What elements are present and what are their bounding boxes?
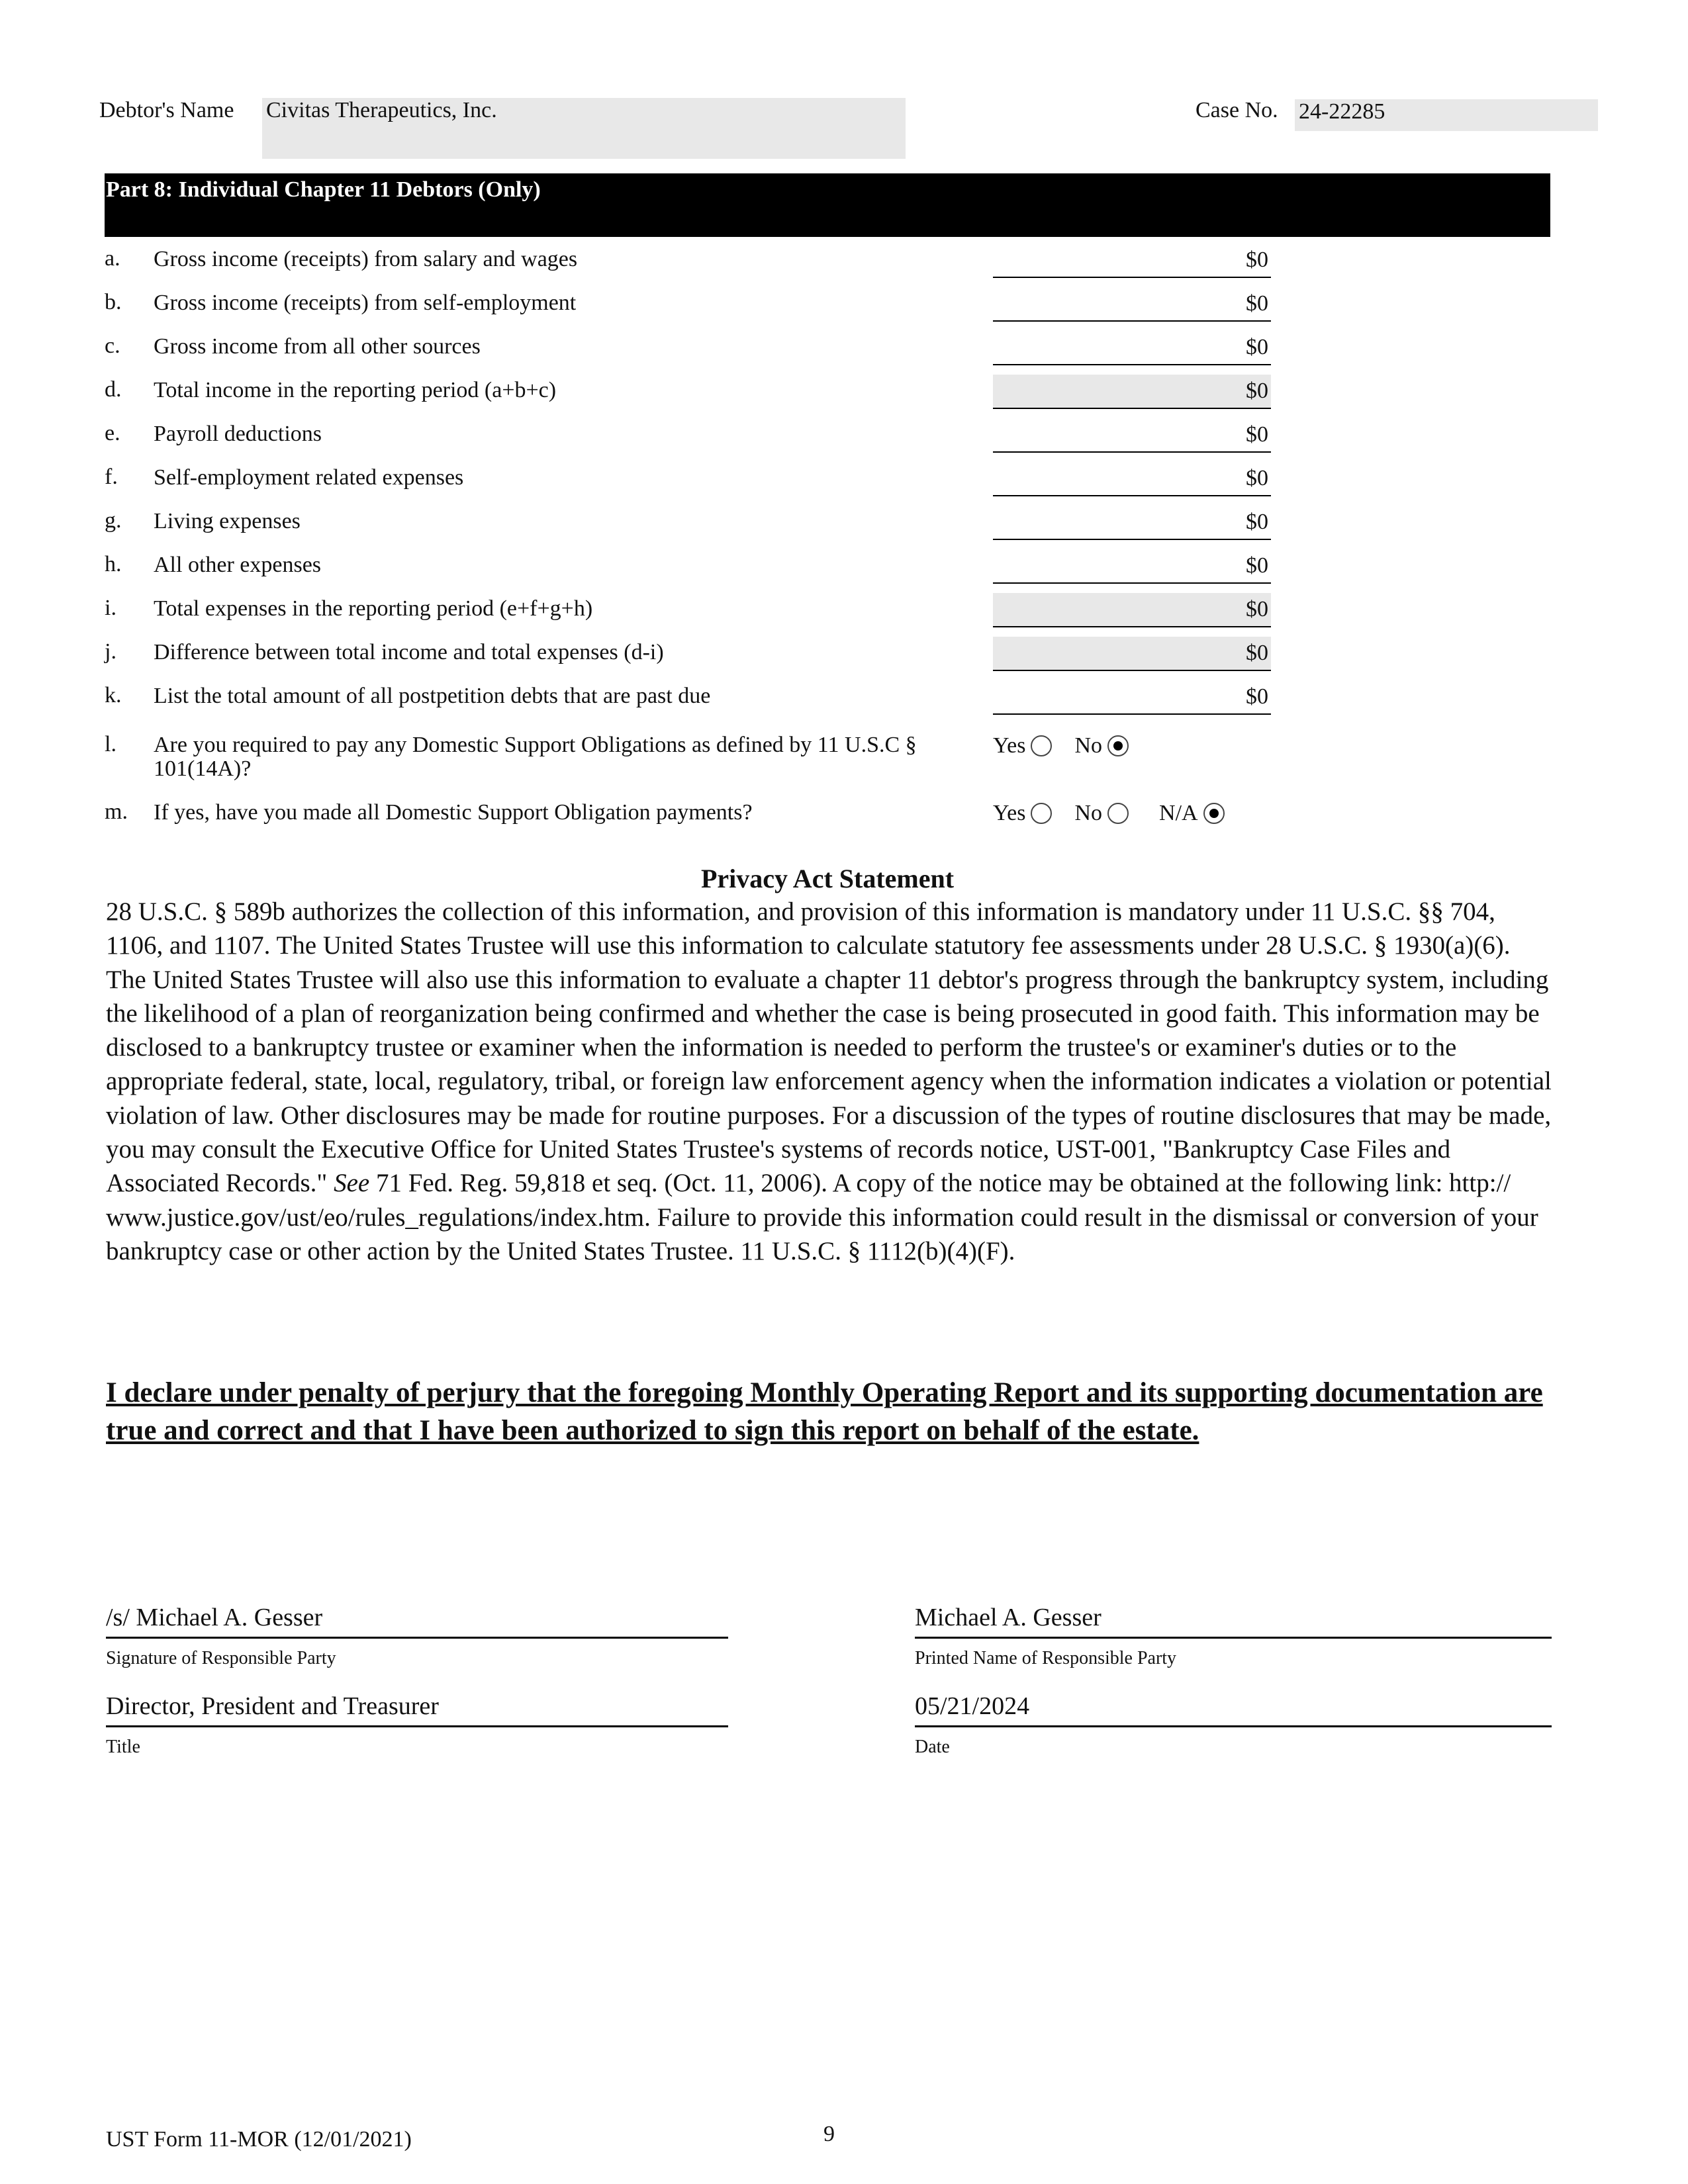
row-d-letter: d. <box>105 377 122 402</box>
printed-name-caption: Printed Name of Responsible Party <box>915 1648 1177 1668</box>
row-k-value[interactable] <box>993 680 1271 715</box>
question-m-options <box>993 801 1247 826</box>
row-h-amount: $0 <box>1246 553 1268 578</box>
title-field[interactable] <box>106 1692 728 1727</box>
question-m-yes-radio[interactable] <box>1031 803 1052 824</box>
date-field[interactable] <box>915 1692 1552 1727</box>
row-a-value[interactable] <box>993 244 1271 278</box>
row-f-letter: f. <box>105 465 118 489</box>
row-k-amount: $0 <box>1246 684 1268 709</box>
page-number: 9 <box>823 2122 835 2146</box>
row-e-amount: $0 <box>1246 422 1268 447</box>
row-j-label: Difference between total income and total expenses (d-i) <box>154 640 664 664</box>
printed-name-field[interactable] <box>915 1603 1552 1639</box>
row-j-amount: $0 <box>1246 641 1268 665</box>
title-caption: Title <box>106 1737 140 1757</box>
row-d-label: Total income in the reporting period (a+b+c) <box>154 378 557 402</box>
row-b-letter: b. <box>105 290 122 314</box>
question-m-letter: m. <box>105 799 128 824</box>
row-j-letter: j. <box>105 639 117 664</box>
debtor-name-field[interactable] <box>262 98 906 159</box>
row-d-amount: $0 <box>1246 379 1268 403</box>
row-g-label: Living expenses <box>154 509 301 533</box>
question-m-no-label: No <box>1074 801 1103 825</box>
question-m-na-label: N/A <box>1159 801 1198 825</box>
question-m-na-radio[interactable] <box>1203 803 1225 824</box>
row-a-letter: a. <box>105 246 120 271</box>
question-l-yes-radio[interactable] <box>1031 735 1052 756</box>
debtor-name-label: Debtor's Name <box>99 98 234 122</box>
row-c-letter: c. <box>105 334 120 358</box>
date-value: 05/21/2024 <box>915 1692 1030 1720</box>
question-l-label: Are you required to pay any Domestic Support Obligations as defined by 11 U.S.C § 101(14A)? <box>154 733 917 781</box>
row-c-value[interactable] <box>993 331 1271 365</box>
row-f-label: Self-employment related expenses <box>154 465 464 490</box>
row-i-letter: i. <box>105 596 117 620</box>
row-i-value <box>993 593 1271 627</box>
row-h-letter: h. <box>105 552 122 576</box>
privacy-act-text-1: 28 U.S.C. § 589b authorizes the collection of this information, and provision of this information is mandatory under 11 U.S.C. §§ 704, 1106, and 1107. The United States Trustee will use this information to calculate statutory fee assessments under 28 U.S.C. § 1930(a)(6). The United States Trustee will also use this information to evaluate a chapter 11 debtor's progress through the bankruptcy system, including the likelihood of a plan of reorganization being confirmed and whether the case is being prosecuted in good faith. This information may be disclosed to a bankruptcy trustee or examiner when the information is needed to perform the trustee's or examiner's duties or to the appropriate federal, state, local, regulatory, tribal, or foreign law enforcement agency when the information indicates a violation or potential violation of law. Other disclosures may be made for routine purposes. For a discussion of the types of routine disclosures that may be made, you may consult the Executive Office for United States Trustee's systems of records notice, UST-001, "Bankruptcy Case Files and Associated Records." <box>106 897 1552 1198</box>
question-l-options <box>993 733 1151 758</box>
case-number-value: 24-22285 <box>1299 99 1385 124</box>
row-c-label: Gross income from all other sources <box>154 334 481 359</box>
question-l-yes-label: Yes <box>993 733 1026 758</box>
row-b-label: Gross income (receipts) from self-employment <box>154 291 577 315</box>
case-number-field[interactable] <box>1295 99 1598 131</box>
row-i-amount: $0 <box>1246 597 1268 621</box>
row-a-label: Gross income (receipts) from salary and wages <box>154 247 578 271</box>
row-g-letter: g. <box>105 508 122 533</box>
row-a-amount: $0 <box>1246 248 1268 272</box>
row-e-letter: e. <box>105 421 120 445</box>
row-i-label: Total expenses in the reporting period (e+f+g+h) <box>154 596 593 621</box>
row-e-value[interactable] <box>993 418 1271 453</box>
row-k-letter: k. <box>105 683 122 707</box>
row-g-amount: $0 <box>1246 510 1268 534</box>
row-f-amount: $0 <box>1246 466 1268 490</box>
question-m-label: If yes, have you made all Domestic Support Obligation payments? <box>154 800 753 825</box>
case-number-label: Case No. <box>1196 98 1278 122</box>
row-d-value <box>993 375 1271 409</box>
privacy-act-title: Privacy Act Statement <box>700 864 955 893</box>
privacy-act-body <box>106 895 1556 1268</box>
question-l-no-radio[interactable] <box>1107 735 1129 756</box>
row-e-label: Payroll deductions <box>154 422 322 446</box>
privacy-act-see: See <box>334 1169 370 1198</box>
printed-name-value: Michael A. Gesser <box>915 1604 1102 1631</box>
question-m-yes-label: Yes <box>993 801 1026 825</box>
row-h-label: All other expenses <box>154 553 322 577</box>
perjury-declaration: I declare under penalty of perjury that the foregoing Monthly Operating Report and its supporting documentation are true and correct and that I have been authorized to sign this report on behalf of the estate. <box>106 1377 1543 1446</box>
signature-value: /s/ Michael A. Gesser <box>106 1604 323 1631</box>
row-j-value <box>993 637 1271 671</box>
row-b-amount: $0 <box>1246 291 1268 316</box>
signature-caption: Signature of Responsible Party <box>106 1648 336 1668</box>
row-c-amount: $0 <box>1246 335 1268 359</box>
row-f-value[interactable] <box>993 462 1271 496</box>
form-identifier: UST Form 11-MOR (12/01/2021) <box>106 2127 412 2152</box>
row-g-value[interactable] <box>993 506 1271 540</box>
question-l-no-label: No <box>1074 733 1103 758</box>
question-m-no-radio[interactable] <box>1107 803 1129 824</box>
signature-field[interactable] <box>106 1603 728 1639</box>
debtor-name-value: Civitas Therapeutics, Inc. <box>266 98 497 122</box>
row-h-value[interactable] <box>993 549 1271 584</box>
question-l-letter: l. <box>105 732 117 756</box>
row-k-label: List the total amount of all postpetition debts that are past due <box>154 684 711 708</box>
privacy-act-text-2: 71 Fed. Reg. 59,818 et seq. (Oct. 11, 2006). A copy of the notice may be obtained at the following link: http:// www.justice.gov/ust/eo/rules_regulations/index.htm. Failure to provide this information could result in the dismissal or conversion of your bankruptcy case or other action by the United States Trustee. 11 U.S.C. § 1112(b)(4)(F). <box>106 1169 1538 1265</box>
row-b-value[interactable] <box>993 287 1271 322</box>
date-caption: Date <box>915 1737 950 1757</box>
title-value: Director, President and Treasurer <box>106 1692 439 1720</box>
part-8-title: Part 8: Individual Chapter 11 Debtors (Only) <box>106 177 541 202</box>
part-8-header <box>105 173 1550 237</box>
